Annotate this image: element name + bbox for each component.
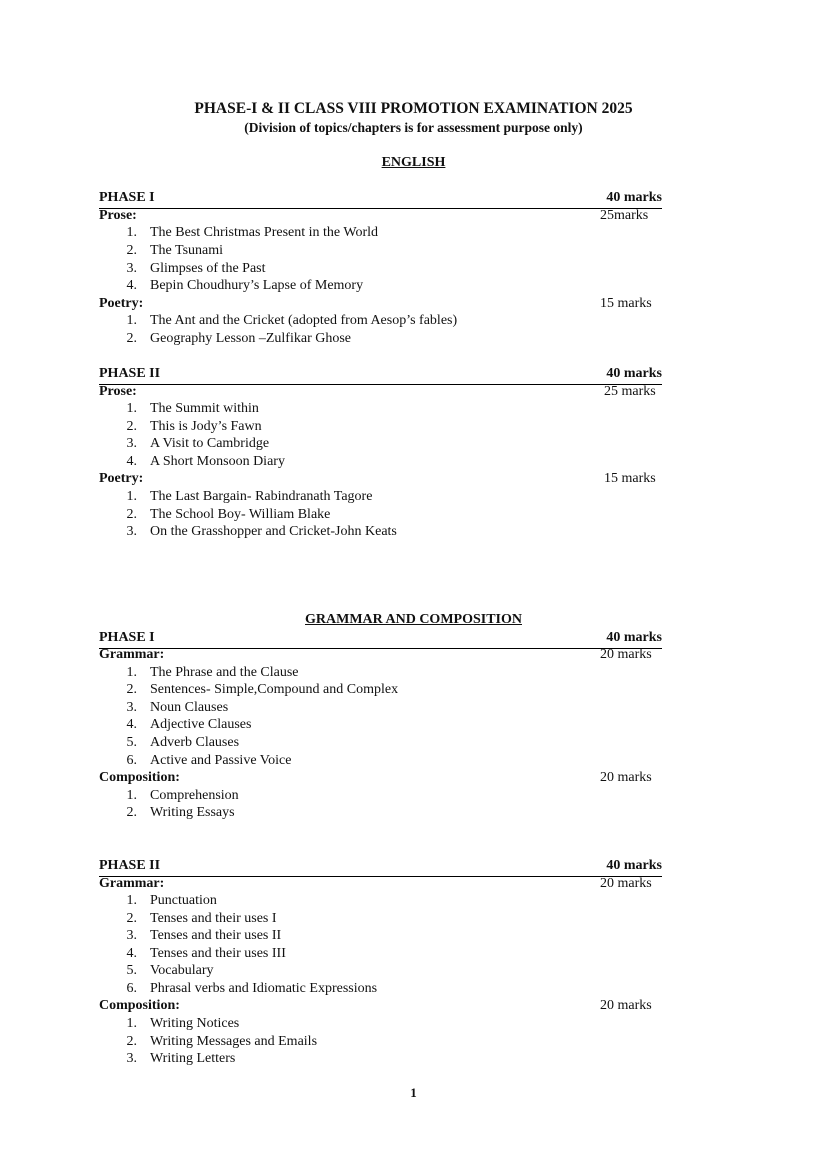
grammar-phase1-grammar <box>99 647 662 665</box>
section-marks: 15 marks <box>600 296 652 311</box>
section-label: Poetry: <box>99 471 144 486</box>
section-marks: 15 marks <box>604 471 656 486</box>
section-label: Grammar: <box>99 876 165 891</box>
english-phase1-header <box>99 190 662 209</box>
section-label: Composition: <box>99 998 180 1013</box>
phase-marks: 40 marks <box>606 366 662 381</box>
english-phase2-poetry <box>99 471 662 489</box>
section-label: Composition: <box>99 770 180 785</box>
phase-label: PHASE I <box>99 190 155 205</box>
grammar-heading: GRAMMAR AND COMPOSITION <box>305 612 522 627</box>
english-phase1-poetry <box>99 296 662 314</box>
section-label: Prose: <box>99 208 137 223</box>
section-marks: 25marks <box>600 208 649 223</box>
grammar-phase2-header <box>99 858 662 877</box>
section-marks: 20 marks <box>600 770 652 785</box>
english-phase2-header <box>99 366 662 385</box>
grammar-phase2-grammar <box>99 876 662 894</box>
phase-marks: 40 marks <box>606 858 662 873</box>
section-label: Poetry: <box>99 296 144 311</box>
section-marks: 20 marks <box>600 647 652 662</box>
grammar-phase1-composition <box>99 770 662 788</box>
grammar-phase2-composition <box>99 998 662 1016</box>
section-marks: 20 marks <box>600 876 652 891</box>
phase-label: PHASE I <box>99 630 155 645</box>
english-phase2-prose <box>99 384 662 402</box>
document-page: PHASE-I & II CLASS VIII PROMOTION EXAMINATION 2025 (Division of topics/chapters is for assessment purpose only) ENGLISH PHASE I 40 marks Prose: 25marks 1. The Best Christmas Present in the World 2. The Tsunami 3. Glimpses of the Past 4. Bepin Choudhury’s Lapse of Memory Poetry: 15 marks 1. The Ant and the Cricket (adopted from Aesop’s fables) 2. Geography Lesson –Zulfikar Ghose PHASE II 40 marks Prose: 25 marks 1. The Summit within 2. This is Jody’s Fawn 3. A Visit to Cambridge 4. A Short Monsoon Diary Poetry: 15 marks 1. The Last Bargain- Rabindranath Tagore 2. The School Boy- William Blake 3. On the Grasshopper and Cricket-John Keats GRAMMAR AND COMPOSITION PHASE I 40 marks Grammar: 20 marks 1. The Phrase and the Clause 2. Sentences- Simple,Compound and Complex 3. Noun Clauses 4. Adjective Clauses 5. Adverb Clauses 6. Active and Passive Voice Composition: 20 marks 1. Comprehension 2. Writing Essays PHASE II 40 marks Grammar: 20 marks 1. Punctuation 2. Tenses and their uses I 3. Tenses and their uses II 4. Tenses and their uses III 5. Vocabulary 6. Phrasal verbs and Idiomatic Expressions Composition: 20 marks 1. Writing Notices 2. Writing Messages and Emails 3. Writing Letters 1 <box>0 0 827 1169</box>
english-phase1-prose <box>99 208 662 226</box>
phase-marks: 40 marks <box>606 190 662 205</box>
phase-marks: 40 marks <box>606 630 662 645</box>
english-heading: ENGLISH <box>381 155 446 170</box>
section-label: Prose: <box>99 384 137 399</box>
document-title: PHASE-I & II CLASS VIII PROMOTION EXAMINATION 2025 <box>194 100 633 117</box>
phase-label: PHASE II <box>99 366 161 381</box>
phase-label: PHASE II <box>99 858 161 873</box>
document-subtitle: (Division of topics/chapters is for assessment purpose only) <box>244 120 583 135</box>
section-marks: 25 marks <box>604 384 656 399</box>
section-label: Grammar: <box>99 647 165 662</box>
section-marks: 20 marks <box>600 998 652 1013</box>
page-number: 1 <box>410 1085 417 1100</box>
